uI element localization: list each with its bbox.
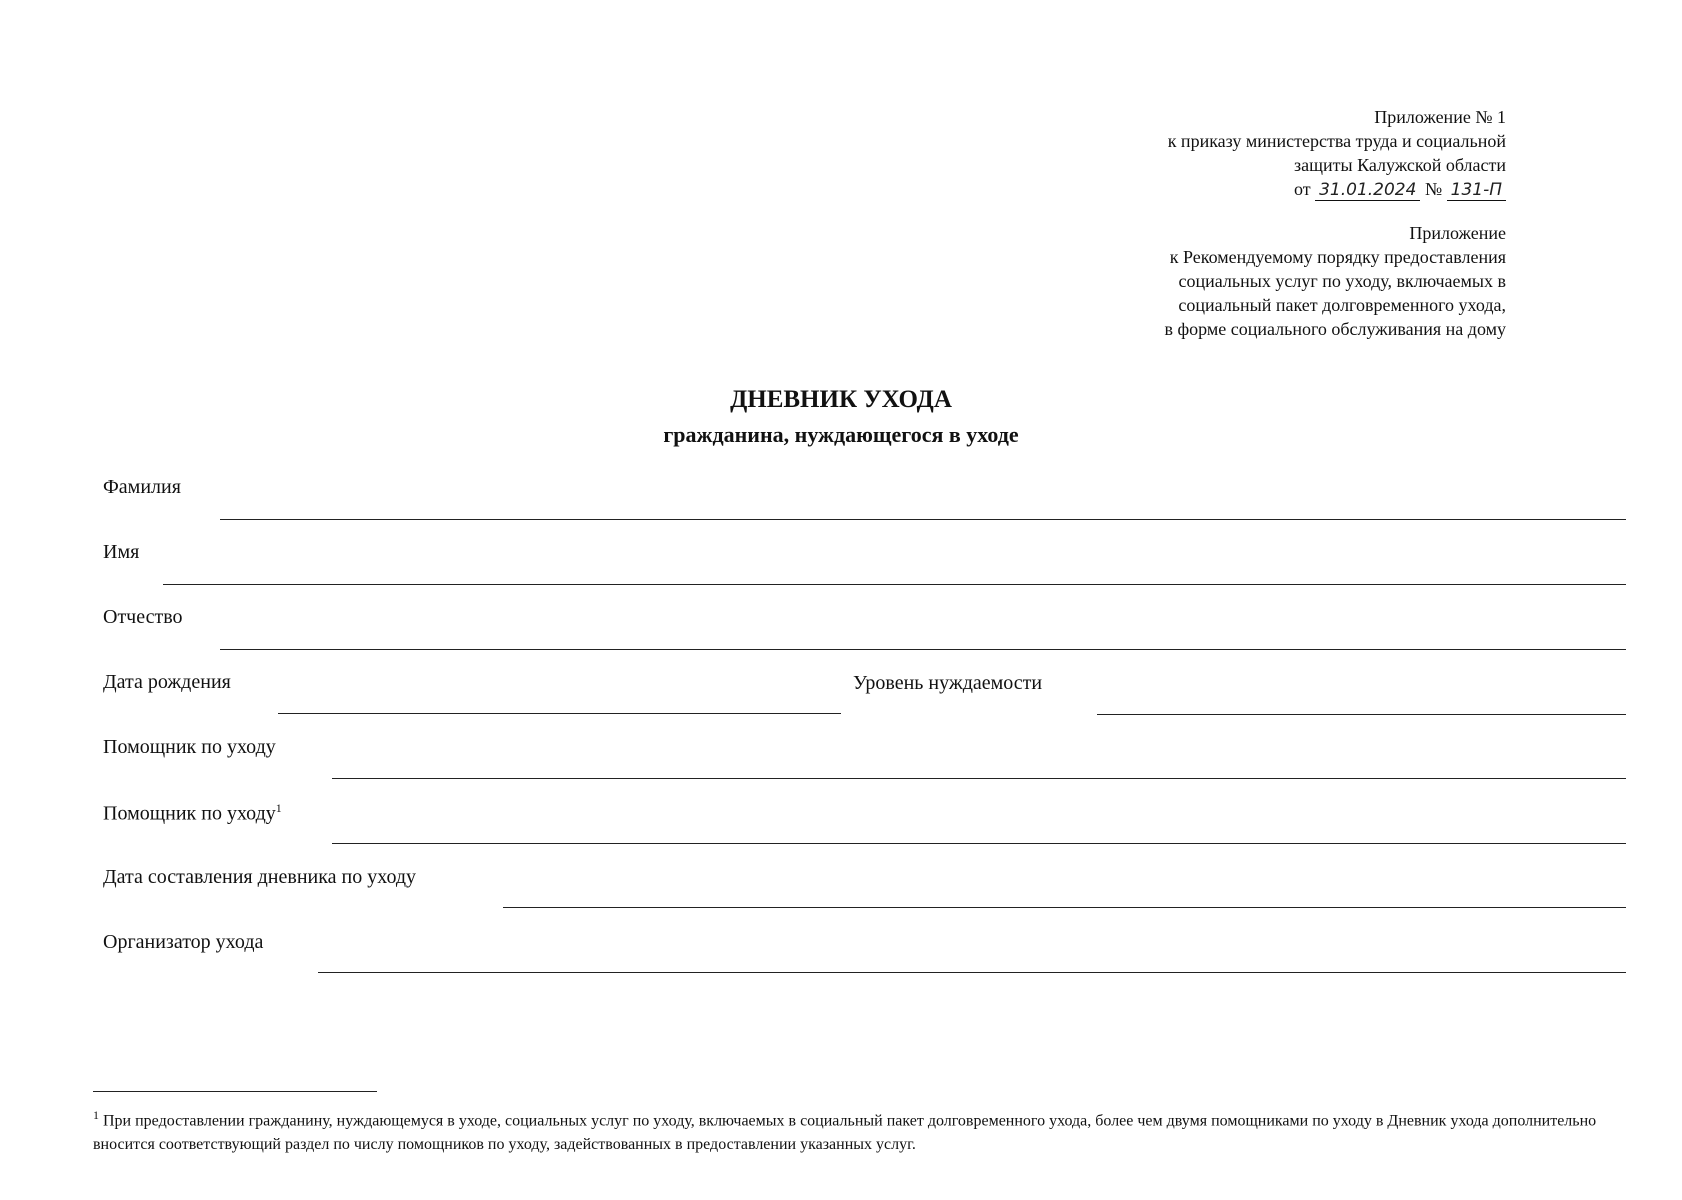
appendix-1-line2: к приказу министерства труда и социальной — [1167, 131, 1506, 151]
appendix-2-line4: социальный пакет долговременного ухода, — [1178, 295, 1506, 315]
order-date: 31.01.2024 — [1315, 180, 1420, 201]
birth-date-label: Дата рождения — [103, 671, 231, 693]
appendix-2-line5: в форме социального обслуживания на дому — [1164, 319, 1506, 339]
assistant-2-label-text: Помощник по уходу — [103, 802, 276, 825]
appendix-1-header — [1168, 105, 1506, 202]
footnote-text: При предоставлении гражданину, нуждающемуся в уходе, социальных услуг по уходу, включаемых в социальный пакет долговременного ухода, более чем двумя помощниками по уходу в Дневник ухода дополнительно вносится соответствующий раздел по числу помощников по уходу, задействованных в предоставлении указанных услуг. — [93, 1112, 1597, 1154]
surname-field-line[interactable] — [220, 519, 1626, 520]
need-level-field-line[interactable] — [1097, 714, 1626, 715]
patronymic-label: Отчество — [103, 606, 183, 628]
footnote-mark: 1 — [93, 1108, 99, 1122]
footnote-ref: 1 — [275, 801, 282, 815]
need-level-label: Уровень нуждаемости — [853, 672, 1043, 694]
appendix-2-line3: социальных услуг по уходу, включаемых в — [1178, 271, 1506, 291]
order-date-number — [1168, 177, 1506, 202]
assistant-2-field-line[interactable] — [332, 843, 1626, 844]
date-prefix: от — [1293, 179, 1311, 199]
birth-date-field-line[interactable] — [278, 713, 841, 714]
appendix-2-line2: к Рекомендуемому порядку предоставления — [1169, 247, 1506, 267]
assistant-field-line[interactable] — [332, 778, 1626, 779]
patronymic-field-line[interactable] — [220, 649, 1626, 650]
appendix-2-header — [1164, 221, 1506, 341]
appendix-1-line1: Приложение № 1 — [1374, 107, 1506, 127]
organizer-field-line[interactable] — [318, 972, 1626, 973]
footnote-separator — [93, 1091, 377, 1092]
organizer-label: Организатор ухода — [103, 931, 264, 953]
footnote — [93, 1103, 1623, 1157]
assistant-2-label — [103, 801, 282, 826]
name-field-line[interactable] — [163, 584, 1626, 585]
diary-date-field-line[interactable] — [503, 907, 1626, 908]
document-title: ДНЕВНИК УХОДА — [730, 386, 952, 413]
appendix-1-line3: защиты Калужской области — [1294, 155, 1506, 175]
surname-label: Фамилия — [103, 476, 181, 498]
number-prefix: № — [1424, 179, 1443, 199]
order-number: 131-П — [1447, 180, 1506, 201]
document-subtitle: гражданина, нуждающегося в уходе — [663, 422, 1019, 447]
diary-date-label: Дата составления дневника по уходу — [103, 866, 417, 888]
name-label: Имя — [103, 541, 140, 563]
appendix-2-line1: Приложение — [1409, 223, 1506, 243]
assistant-label: Помощник по уходу — [103, 736, 276, 758]
